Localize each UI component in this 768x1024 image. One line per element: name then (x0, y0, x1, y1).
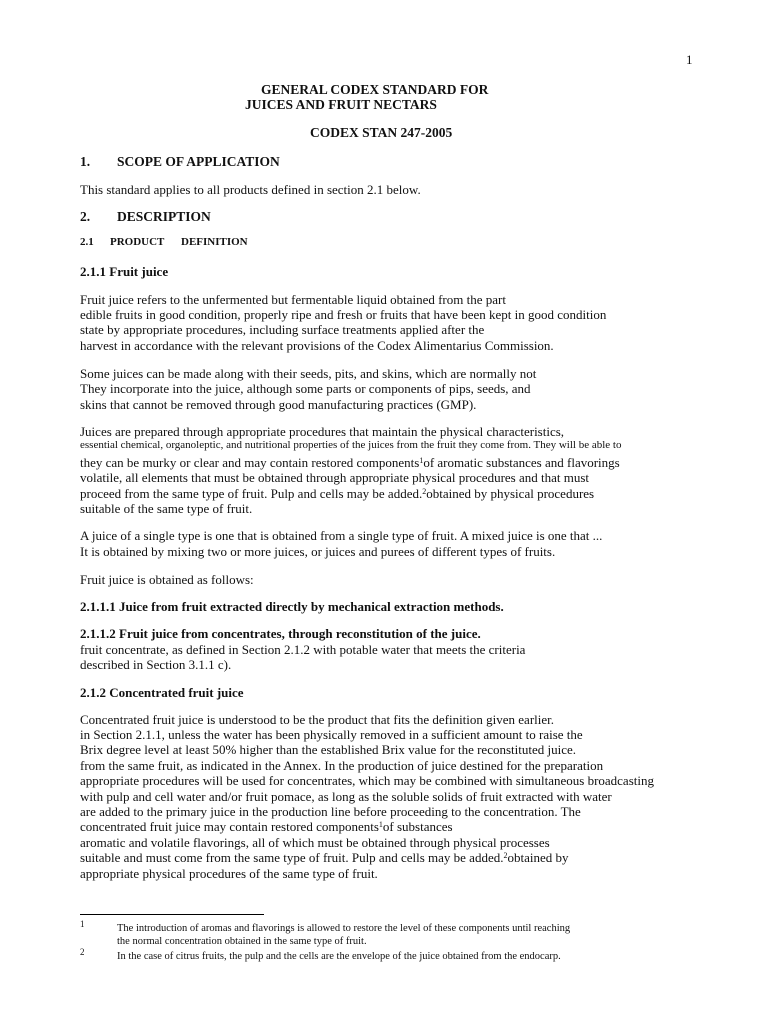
footnote-1-text-cont: the normal concentration obtained in the same type of fruit. (117, 936, 367, 947)
footnote-2-marker: 2 (80, 947, 85, 957)
paragraph-line: they can be murky or clear and may contain restored components$^1$of aromatic substances and flavorings (80, 455, 620, 470)
section-2-number: 2. (80, 209, 91, 224)
paragraph-line: state by appropriate procedures, including surface treatments applied after the (80, 322, 485, 337)
page-number: 1 (686, 52, 693, 67)
paragraph-line: appropriate procedures will be used for concentrates, which may be combined with simultaneous broadcasting (80, 773, 654, 788)
paragraph-line: edible fruits in good condition, properly ripe and fresh or fruits that have been kept in good condition (80, 307, 607, 322)
paragraph-line: concentrated fruit juice may contain restored components$^1$of substances (80, 819, 453, 834)
footnote-ref-2[interactable]: 2 (422, 487, 427, 496)
footnote-2-text: In the case of citrus fruits, the pulp and the cells are the envelope of the juice obtained from the endocarp. (117, 951, 561, 962)
paragraph-line: Concentrated fruit juice is understood to be the product that fits the definition given earlier. (80, 712, 555, 727)
document-title-line1: GENERAL CODEX STANDARD FOR (261, 82, 489, 97)
footnote-1-marker: 1 (80, 919, 85, 929)
paragraph-line: proceed from the same type of fruit. Pulp and cells may be added.$^2$obtained by physical procedures (80, 486, 595, 501)
section-1-number: 1. (80, 154, 91, 169)
paragraph-line: Fruit juice is obtained as follows: (80, 572, 254, 587)
footnote-separator (80, 914, 264, 915)
standard-code: CODEX STAN 247-2005 (310, 125, 453, 140)
footnote-1-text: The introduction of aromas and flavorings is allowed to restore the level of these components until reaching (117, 923, 571, 934)
paragraph-line: suitable and must come from the same type of fruit. Pulp and cells may be added.$^2$obtained by (80, 850, 569, 865)
paragraph-line: harvest in accordance with the relevant provisions of the Codex Alimentarius Commission. (80, 338, 554, 353)
section-2-1-number: 2.1 (80, 236, 94, 248)
section-2-heading: DESCRIPTION (117, 209, 211, 224)
section-1-heading: SCOPE OF APPLICATION (117, 154, 280, 169)
section-1-text: This standard applies to all products defined in section 2.1 below. (80, 182, 421, 197)
section-2-1-1-heading: 2.1.1 Fruit juice (80, 264, 169, 279)
paragraph-line: described in Section 3.1.1 c). (80, 657, 232, 672)
paragraph-line: appropriate physical procedures of the same type of fruit. (80, 866, 378, 881)
paragraph-line: skins that cannot be removed through good manufacturing practices (GMP). (80, 397, 477, 412)
paragraph-line: They incorporate into the juice, although some parts or components of pips, seeds, and (80, 381, 531, 396)
paragraph-line: Brix degree level at least 50% higher than the established Brix value for the reconstituted juice. (80, 742, 576, 757)
section-2-1-heading-b: DEFINITION (181, 236, 248, 248)
paragraph-line: from the same fruit, as indicated in the Annex. In the production of juice destined for the preparation (80, 758, 604, 773)
section-2-1-2-heading: 2.1.2 Concentrated fruit juice (80, 685, 244, 700)
paragraph-line: volatile, all elements that must be obtained through appropriate physical procedures and that must (80, 470, 590, 485)
paragraph-line: It is obtained by mixing two or more juices, or juices and purees of different types of fruits. (80, 544, 556, 559)
paragraph-line: aromatic and volatile flavorings, all of which must be obtained through physical processes (80, 835, 550, 850)
paragraph-line: essential chemical, organoleptic, and nutritional properties of the juices from the fruit they come from. They will be able to (80, 439, 622, 451)
footnote-ref-1[interactable]: 1 (419, 456, 424, 465)
paragraph-line: in Section 2.1.1, unless the water has been physically removed in a sufficient amount to raise the (80, 727, 583, 742)
paragraph-line: with pulp and cell water and/or fruit pomace, as long as the soluble solids of fruit extracted with water (80, 789, 612, 804)
paragraph-line: Juices are prepared through appropriate procedures that maintain the physical characteristics, (80, 424, 565, 439)
section-2-1-heading-a: PRODUCT (110, 236, 165, 248)
section-2-1-1-2-heading: 2.1.1.2 Fruit juice from concentrates, through reconstitution of the juice. (80, 626, 481, 641)
footnote-ref-2[interactable]: 2 (503, 851, 508, 860)
section-2-1-1-1-heading: 2.1.1.1 Juice from fruit extracted directly by mechanical extraction methods. (80, 599, 504, 614)
paragraph-line: Some juices can be made along with their seeds, pits, and skins, which are normally not (80, 366, 537, 381)
paragraph-line: fruit concentrate, as defined in Section 2.1.2 with potable water that meets the criteria (80, 642, 526, 657)
document-title-line2: JUICES AND FRUIT NECTARS (245, 97, 437, 112)
footnote-ref-1[interactable]: 1 (378, 820, 383, 829)
paragraph-line: are added to the primary juice in the production line before proceeding to the concentration. The (80, 804, 581, 819)
paragraph-line: A juice of a single type is one that is obtained from a single type of fruit. A mixed juice is one that ... (80, 528, 603, 543)
paragraph-line: suitable of the same type of fruit. (80, 501, 253, 516)
paragraph-line: Fruit juice refers to the unfermented but fermentable liquid obtained from the part (80, 292, 506, 307)
